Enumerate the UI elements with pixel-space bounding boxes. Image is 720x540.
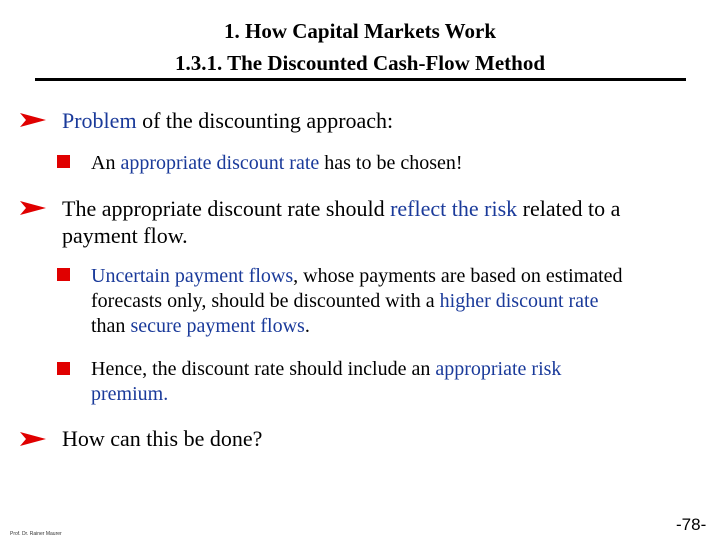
sub-bullet-risk-premium: Hence, the discount rate should include an appropriate risk premium. — [91, 358, 562, 405]
sub-bullet-discount-rate: An appropriate discount rate has to be chosen! — [91, 152, 463, 174]
highlight-premium: premium. — [91, 383, 169, 405]
title-divider — [35, 78, 686, 81]
footer-author: Prof. Dr. Rainer Maurer — [10, 531, 62, 537]
sub-bullet-uncertain-flows: Uncertain payment flows, whose payments are based on estimated forecasts only, should be discounted with a higher discount rate than secure payment flows. — [91, 265, 623, 337]
highlight-reflect-the-risk: reflect the risk — [390, 196, 518, 221]
bullet-problem: Problem of the discounting approach: — [62, 108, 394, 133]
page-number: -78- — [676, 515, 707, 534]
bullet-reflect-risk: The appropriate discount rate should reflect the risk related to a payment flow. — [62, 196, 621, 248]
highlight-problem: Problem — [62, 108, 137, 133]
bullet-how-done: How can this be done? — [62, 426, 263, 451]
highlight-higher-discount-rate: higher discount rate — [439, 290, 599, 312]
highlight-uncertain-payment-flows: Uncertain payment flows — [91, 265, 294, 287]
slide-subtitle: 1.3.1. The Discounted Cash-Flow Method — [174, 51, 546, 75]
highlight-appropriate-discount-rate: appropriate discount rate — [120, 152, 320, 174]
arrowhead-icon — [20, 201, 46, 215]
square-icon — [57, 362, 70, 375]
square-icon — [57, 268, 70, 281]
highlight-appropriate-risk: appropriate risk — [435, 358, 562, 380]
slide-title: 1. How Capital Markets Work — [223, 19, 497, 43]
arrowhead-icon — [20, 432, 46, 446]
square-icon — [57, 155, 70, 168]
highlight-secure-payment-flows: secure payment flows — [130, 315, 305, 337]
arrowhead-icon — [20, 113, 46, 127]
